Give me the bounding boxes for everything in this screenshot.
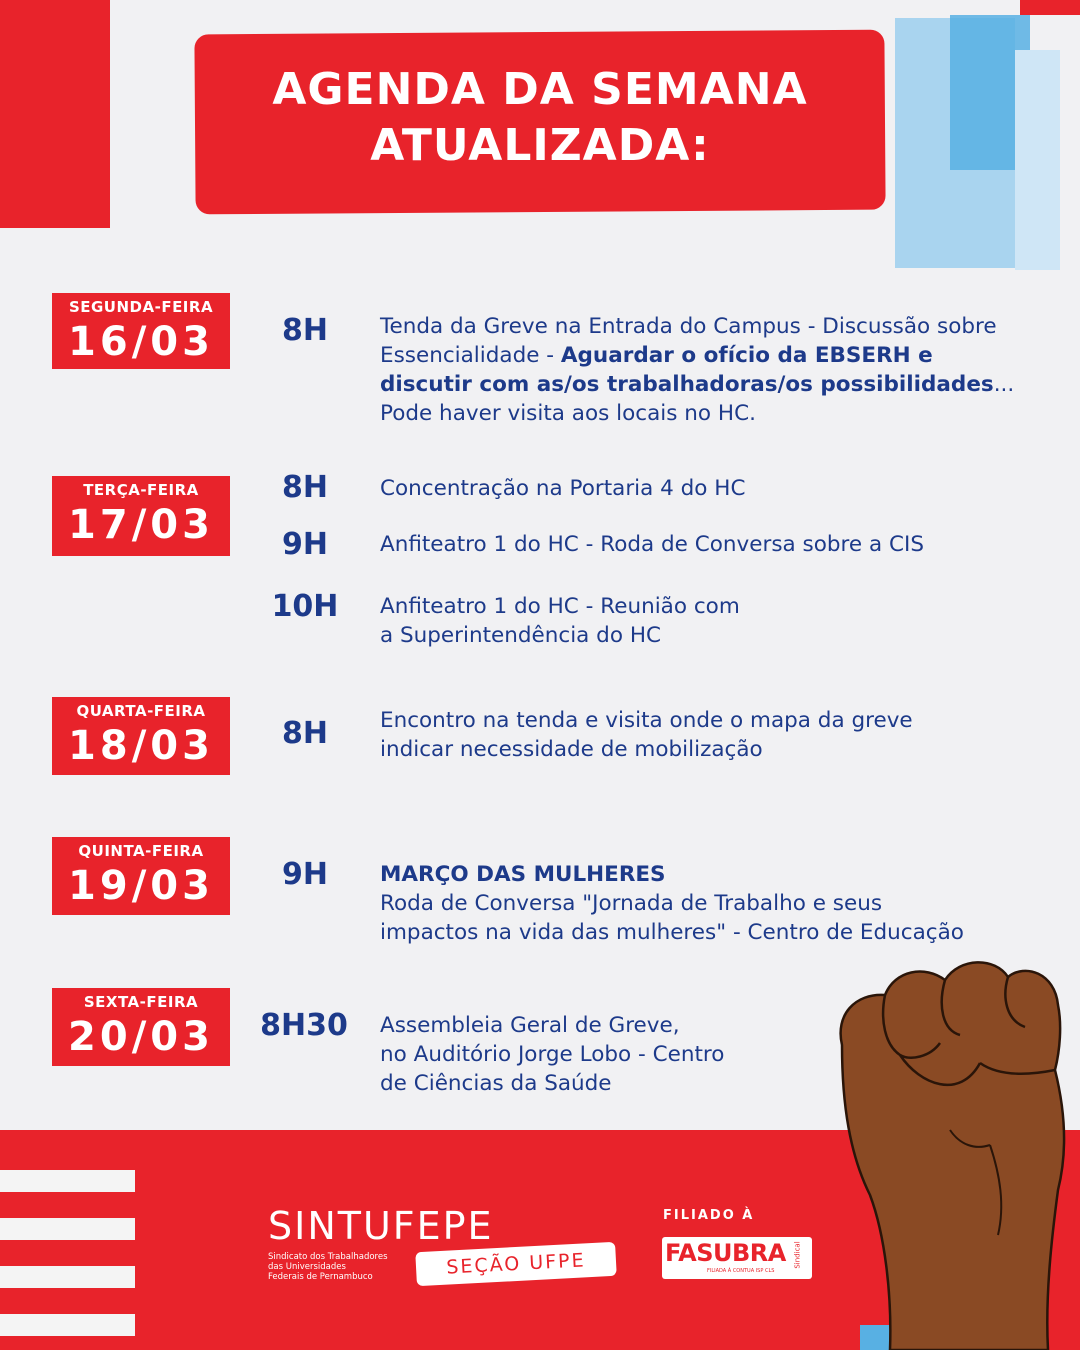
logo-subtitle-line: Federais de Pernambuco [268,1272,373,1282]
event-text-line: indicar necessidade de mobilização [380,737,763,762]
footer-stripe [0,1170,135,1192]
event-text-line: no Auditório Jorge Lobo - Centro [380,1042,725,1067]
page-title-line2: ATUALIZADA: [370,120,710,171]
weekday-label: SEXTA-FEIRA [83,993,199,1011]
day-badge-monday [52,293,230,369]
top-left-red-block [0,0,110,228]
event-text-end: ... Pode haver visita aos locais no HC. [380,372,1015,426]
top-right-red-block [1020,0,1080,15]
top-right-light-blue-strip [1015,50,1060,270]
page-title [195,62,885,174]
day-badge-thursday [52,837,230,915]
event-hour: 8H [282,716,328,751]
logo-subtitle-line: das Universidades [268,1262,346,1272]
raised-fist-icon [830,935,1080,1350]
event-description: Anfiteatro 1 do HC - Roda de Conversa sobre a CIS [380,532,924,557]
event-title: MARÇO DAS MULHERES [380,862,666,887]
footer-stripe [0,1266,135,1288]
section-badge [415,1242,617,1286]
event-description [380,860,980,947]
footer-stripe [0,1314,135,1336]
event-description: Concentração na Portaria 4 do HC [380,476,746,501]
footer-stripe [0,1218,135,1240]
affiliated-label: FILIADO À [663,1208,755,1223]
day-badge-tuesday [52,476,230,556]
event-description [380,312,1020,428]
event-description [380,706,1020,764]
event-text: Roda de Conversa "Jornada de Trabalho e seus impactos na vida das mulheres" - Centro de Educação [380,891,964,945]
day-badge-wednesday [52,697,230,775]
day-badge-friday [52,988,230,1066]
section-label: SEÇÃO UFPE [445,1249,587,1279]
sintufepe-logo [268,1205,628,1295]
date-label: 19/03 [68,863,214,909]
event-hour: 8H30 [260,1008,348,1043]
event-text-line: de Ciências da Saúde [380,1071,612,1096]
date-label: 18/03 [68,723,214,769]
date-label: 20/03 [68,1014,214,1060]
event-text-line: a Superintendência do HC [380,623,662,648]
event-description [380,592,1020,650]
event-text-line: Assembleia Geral de Greve, [380,1013,680,1038]
sintufepe-subtitle [268,1252,388,1282]
event-text-line: Encontro na tenda e visita onde o mapa da greve [380,708,913,733]
event-hour: 9H [282,857,328,892]
weekday-label: QUARTA-FEIRA [76,702,206,720]
fasubra-name: FASUBRA [665,1239,786,1267]
weekday-label: TERÇA-FEIRA [83,481,199,499]
event-hour: 9H [282,527,328,562]
weekday-label: QUINTA-FEIRA [78,842,204,860]
fasubra-logo [662,1237,812,1279]
event-hour: 8H [282,313,328,348]
event-hour: 10H [271,589,339,624]
sintufepe-name: SINTUFEPE [268,1204,494,1248]
event-hour: 8H [282,470,328,505]
event-text-bold: Aguardar o ofício da EBSERH e discutir com as/os trabalhadoras/os possibilidades [380,343,994,397]
fasubra-side-label: Sindical [793,1241,802,1269]
weekday-label: SEGUNDA-FEIRA [68,298,214,316]
fasubra-subtitle: FILIADA À CONTUA ISP CLS [707,1268,775,1274]
page-title-line1: AGENDA DA SEMANA [272,64,808,115]
date-label: 16/03 [68,319,214,365]
date-label: 17/03 [68,502,214,548]
logo-subtitle-line: Sindicato dos Trabalhadores [268,1252,388,1262]
event-text: Tenda da Greve na Entrada do Campus - Discussão sobre Essencialidade - [380,314,997,368]
event-text-line: Anfiteatro 1 do HC - Reunião com [380,594,740,619]
